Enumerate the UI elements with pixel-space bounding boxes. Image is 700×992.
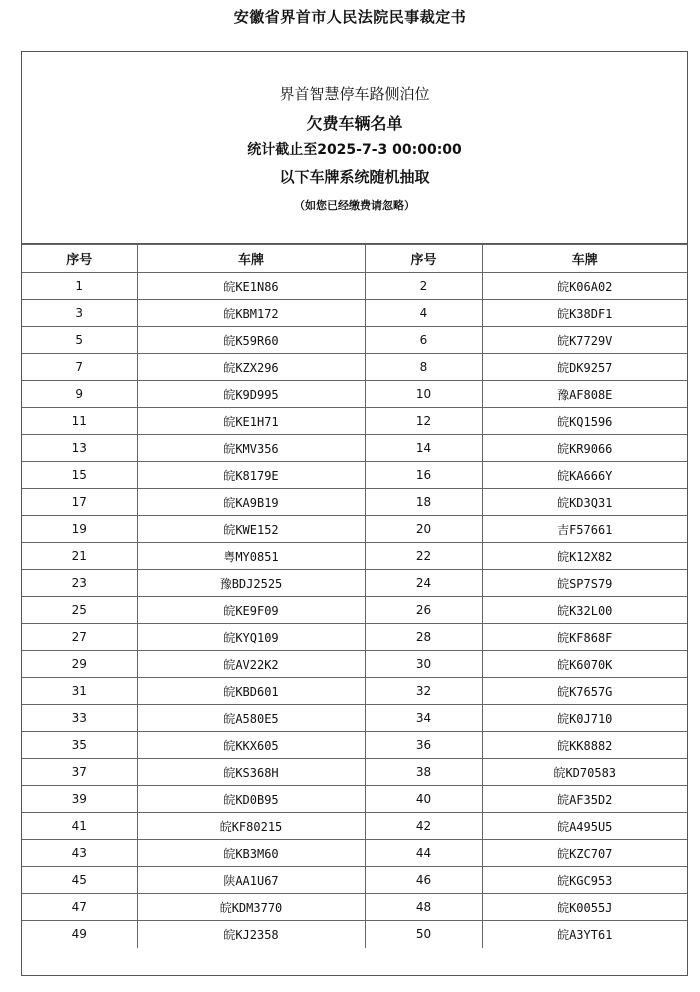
plate-cell: 皖K9D995 (137, 381, 365, 408)
plate-cell: 皖KA666Y (482, 462, 687, 489)
table-row (22, 597, 687, 624)
seq-cell: 36 (365, 732, 482, 759)
plate-cell: 皖KWE152 (137, 516, 365, 543)
seq-cell: 44 (365, 840, 482, 867)
table-row (22, 867, 687, 894)
plate-cell: 豫AF808E (482, 381, 687, 408)
plate-cell: 皖A495U5 (482, 813, 687, 840)
seq-cell: 22 (365, 543, 482, 570)
table-row (22, 786, 687, 813)
table-row (22, 300, 687, 327)
seq-cell: 35 (22, 732, 137, 759)
seq-cell: 26 (365, 597, 482, 624)
seq-cell: 49 (22, 921, 137, 948)
table-row (22, 516, 687, 543)
table-body (22, 273, 687, 948)
seq-cell: 16 (365, 462, 482, 489)
plate-cell: 皖KZX296 (137, 354, 365, 381)
plate-cell: 皖DK9257 (482, 354, 687, 381)
seq-cell: 2 (365, 273, 482, 300)
plate-cell: 皖KDM3770 (137, 894, 365, 921)
plate-cell: 皖KJ2358 (137, 921, 365, 948)
plate-cell: 皖KD3Q31 (482, 489, 687, 516)
table-row (22, 354, 687, 381)
seq-cell: 42 (365, 813, 482, 840)
table-row (22, 705, 687, 732)
plate-cell: 皖KKX605 (137, 732, 365, 759)
plate-cell: 皖KS368H (137, 759, 365, 786)
plate-cell: 皖SP7S79 (482, 570, 687, 597)
seq-cell: 10 (365, 381, 482, 408)
table-row (22, 813, 687, 840)
seq-cell: 41 (22, 813, 137, 840)
table-row (22, 678, 687, 705)
seq-cell: 18 (365, 489, 482, 516)
table-row (22, 327, 687, 354)
plate-cell: 皖K0055J (482, 894, 687, 921)
plate-cell: 粤MY0851 (137, 543, 365, 570)
table-row (22, 894, 687, 921)
table-row (22, 543, 687, 570)
plate-cell: 皖AV22K2 (137, 651, 365, 678)
plate-cell: 皖KB3M60 (137, 840, 365, 867)
plate-cell: 皖KF868F (482, 624, 687, 651)
plate-cell: 皖K7657G (482, 678, 687, 705)
paid-ignore-note: （如您已经缴费请忽略） (294, 199, 415, 212)
seq-cell: 12 (365, 408, 482, 435)
plate-cell: 皖K59R60 (137, 327, 365, 354)
seq-cell: 8 (365, 354, 482, 381)
seq-cell: 32 (365, 678, 482, 705)
seq-cell: 33 (22, 705, 137, 732)
plate-cell: 皖KMV356 (137, 435, 365, 462)
seq-cell: 24 (365, 570, 482, 597)
plate-cell: 皖K8179E (137, 462, 365, 489)
arrears-plate-table (22, 244, 687, 948)
plate-cell: 皖KE9F09 (137, 597, 365, 624)
notice-title: 欠费车辆名单 (306, 114, 403, 133)
plate-cell: 皖KZC707 (482, 840, 687, 867)
plate-cell: 皖K32L00 (482, 597, 687, 624)
table-row (22, 408, 687, 435)
header-seq-left: 序号 (22, 245, 137, 273)
seq-cell: 30 (365, 651, 482, 678)
notice-subtitle: 界首智慧停车路侧泊位 (279, 85, 430, 103)
seq-cell: 47 (22, 894, 137, 921)
seq-cell: 50 (365, 921, 482, 948)
table-row (22, 462, 687, 489)
plate-cell: 皖AF35D2 (482, 786, 687, 813)
seq-cell: 27 (22, 624, 137, 651)
plate-cell: 皖KQ1596 (482, 408, 687, 435)
seq-cell: 28 (365, 624, 482, 651)
table-row (22, 651, 687, 678)
table-row (22, 921, 687, 948)
seq-cell: 43 (22, 840, 137, 867)
plate-cell: 皖K7729V (482, 327, 687, 354)
table-row (22, 273, 687, 300)
plate-cell: 豫BDJ2525 (137, 570, 365, 597)
plate-cell: 吉F57661 (482, 516, 687, 543)
table-row (22, 381, 687, 408)
plate-cell: 皖KBM172 (137, 300, 365, 327)
plate-cell: 皖K06A02 (482, 273, 687, 300)
seq-cell: 4 (365, 300, 482, 327)
table-row (22, 759, 687, 786)
seq-cell: 19 (22, 516, 137, 543)
plate-cell: 皖A3YT61 (482, 921, 687, 948)
plate-cell: 皖KGC953 (482, 867, 687, 894)
table-header-row (22, 245, 687, 273)
plate-cell: 皖KBD601 (137, 678, 365, 705)
plate-cell: 皖KF80215 (137, 813, 365, 840)
table-row (22, 570, 687, 597)
seq-cell: 29 (22, 651, 137, 678)
plate-cell: 皖K12X82 (482, 543, 687, 570)
table-row (22, 840, 687, 867)
plate-cell: 皖A580E5 (137, 705, 365, 732)
plate-cell: 皖KE1H71 (137, 408, 365, 435)
plate-cell: 皖KK8882 (482, 732, 687, 759)
seq-cell: 3 (22, 300, 137, 327)
notice-header (22, 52, 687, 244)
seq-cell: 48 (365, 894, 482, 921)
seq-cell: 25 (22, 597, 137, 624)
seq-cell: 20 (365, 516, 482, 543)
seq-cell: 40 (365, 786, 482, 813)
plate-cell: 皖K0J710 (482, 705, 687, 732)
seq-cell: 23 (22, 570, 137, 597)
seq-cell: 39 (22, 786, 137, 813)
seq-cell: 46 (365, 867, 482, 894)
seq-cell: 38 (365, 759, 482, 786)
seq-cell: 14 (365, 435, 482, 462)
header-plate-right: 车牌 (482, 245, 687, 273)
seq-cell: 1 (22, 273, 137, 300)
cutoff-date: 统计截止至2025-7-3 00:00:00 (247, 142, 462, 158)
seq-cell: 37 (22, 759, 137, 786)
plate-cell: 皖KYQ109 (137, 624, 365, 651)
plate-cell: 皖KD0B95 (137, 786, 365, 813)
notice-frame (21, 51, 688, 976)
plate-cell: 皖KD70583 (482, 759, 687, 786)
sampling-note: 以下车牌系统随机抽取 (279, 168, 430, 186)
seq-cell: 31 (22, 678, 137, 705)
header-seq-right: 序号 (365, 245, 482, 273)
table-row (22, 489, 687, 516)
document-title: 安徽省界首市人民法院民事裁定书 (233, 8, 467, 26)
seq-cell: 5 (22, 327, 137, 354)
seq-cell: 13 (22, 435, 137, 462)
header-plate-left: 车牌 (137, 245, 365, 273)
plate-cell: 陕AA1U67 (137, 867, 365, 894)
table-row (22, 624, 687, 651)
seq-cell: 11 (22, 408, 137, 435)
seq-cell: 7 (22, 354, 137, 381)
seq-cell: 6 (365, 327, 482, 354)
seq-cell: 15 (22, 462, 137, 489)
plate-cell: 皖KE1N86 (137, 273, 365, 300)
table-row (22, 732, 687, 759)
plate-cell: 皖K6070K (482, 651, 687, 678)
seq-cell: 45 (22, 867, 137, 894)
plate-cell: 皖KR9066 (482, 435, 687, 462)
plate-cell: 皖K38DF1 (482, 300, 687, 327)
table-row (22, 435, 687, 462)
seq-cell: 34 (365, 705, 482, 732)
plate-cell: 皖KA9B19 (137, 489, 365, 516)
seq-cell: 21 (22, 543, 137, 570)
seq-cell: 9 (22, 381, 137, 408)
seq-cell: 17 (22, 489, 137, 516)
